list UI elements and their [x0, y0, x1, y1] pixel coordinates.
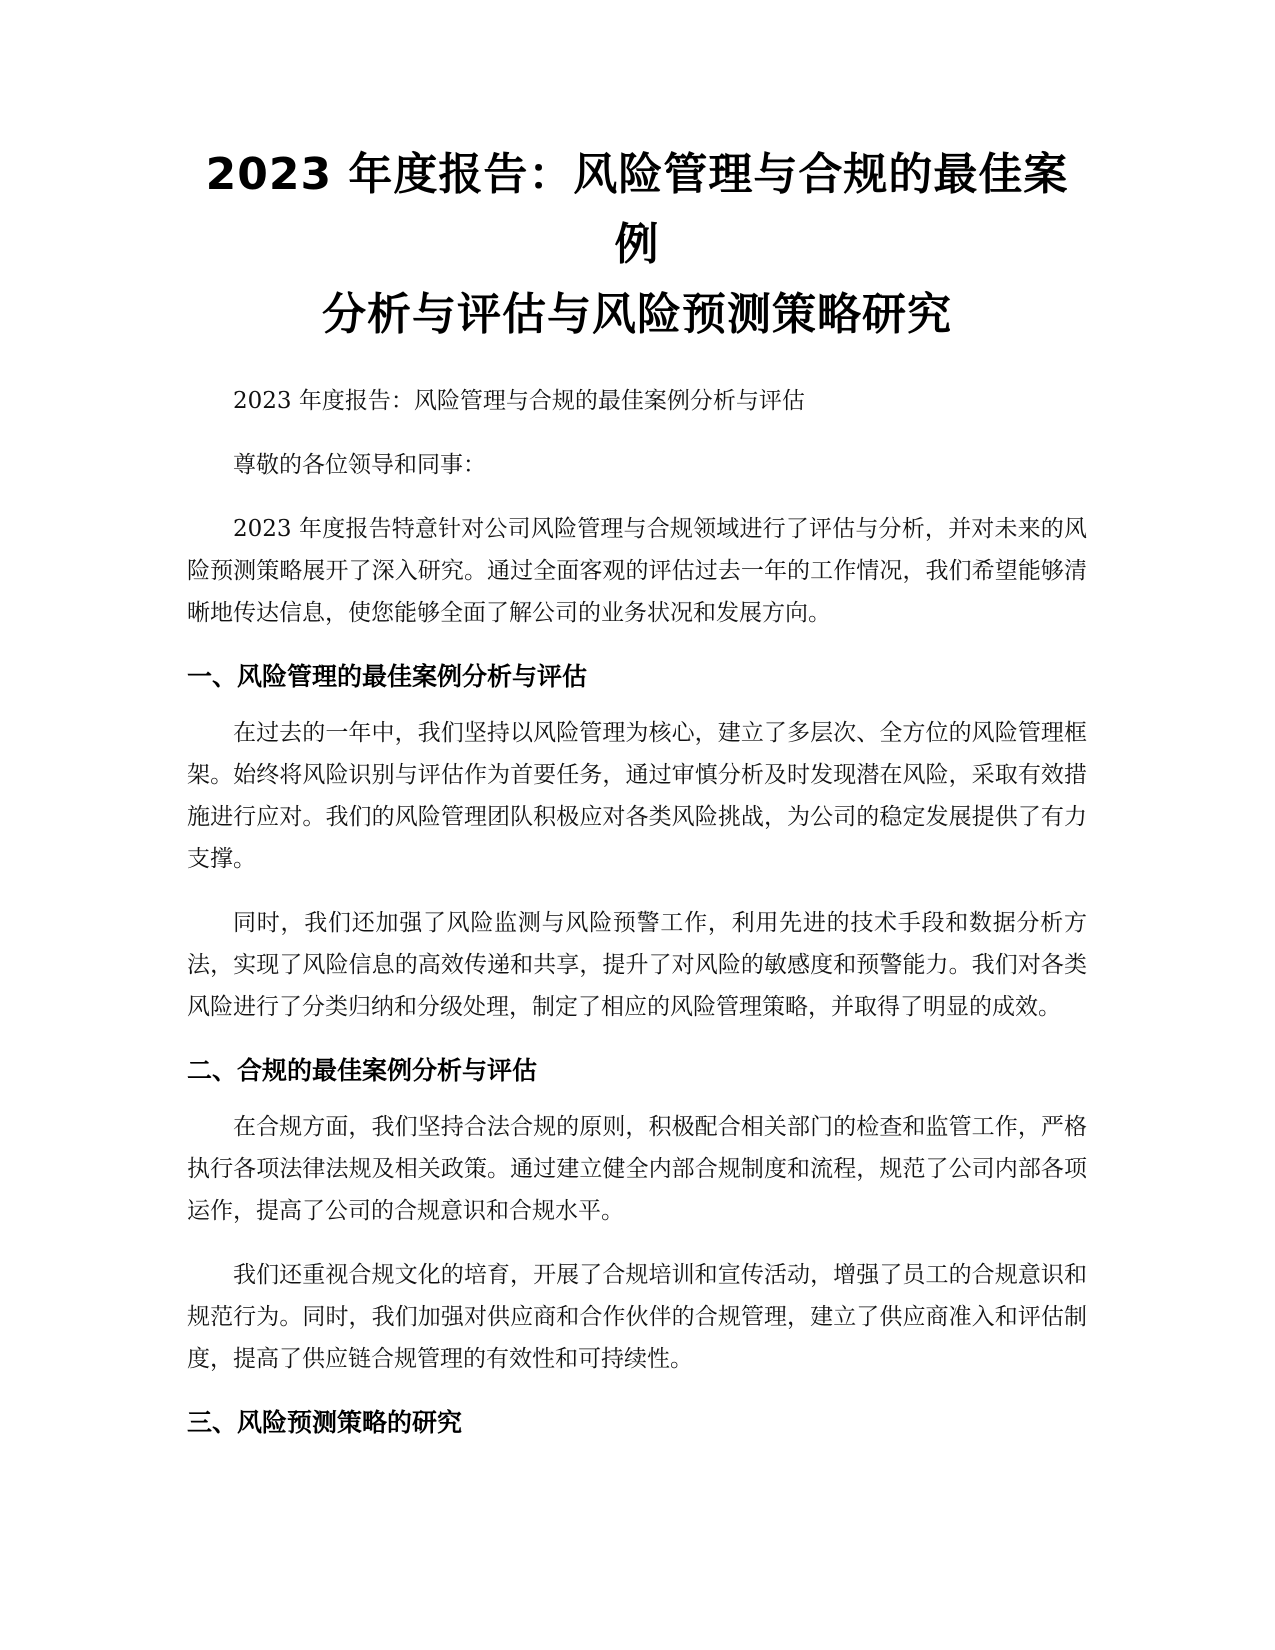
section-1-paragraph-1: 在过去的一年中，我们坚持以风险管理为核心，建立了多层次、全方位的风险管理框架。始终将风险识别与评估作为首要任务，通过审慎分析及时发现潜在风险，采取有效措施进行应对。我们的风险管理团队积极应对各类风险挑战，为公司的稳定发展提供了有力支撑。 — [187, 720, 1087, 872]
document-body — [187, 140, 1087, 1444]
subtitle-paragraph: 2023 年度报告：风险管理与合规的最佳案例分析与评估 — [233, 388, 805, 414]
section-2-paragraph-2: 我们还重视合规文化的培育，开展了合规培训和宣传活动，增强了员工的合规意识和规范行为。同时，我们加强对供应商和合作伙伴的合规管理，建立了供应商准入和评估制度，提高了供应链合规管理的有效性和可持续性。 — [187, 1262, 1087, 1372]
section-2-heading: 二、合规的最佳案例分析与评估 — [187, 1056, 538, 1085]
greeting-paragraph: 尊敬的各位领导和同事： — [233, 452, 486, 478]
section-1-paragraph-2: 同时，我们还加强了风险监测与风险预警工作，利用先进的技术手段和数据分析方法，实现了风险信息的高效传递和共享，提升了对风险的敏感度和预警能力。我们对各类风险进行了分类归纳和分级处理，制定了相应的风险管理策略，并取得了明显的成效。 — [187, 910, 1087, 1020]
section-1-heading: 一、风险管理的最佳案例分析与评估 — [187, 662, 588, 691]
document-title — [187, 140, 1087, 350]
section-2-paragraph-1: 在合规方面，我们坚持合法合规的原则，积极配合相关部门的检查和监管工作，严格执行各项法律法规及相关政策。通过建立健全内部合规制度和流程，规范了公司内部各项运作，提高了公司的合规意识和合规水平。 — [187, 1114, 1087, 1224]
title-line-2: 分析与评估与风险预测策略研究 — [322, 289, 952, 340]
section-3-heading: 三、风险预测策略的研究 — [187, 1408, 463, 1437]
intro-paragraph: 2023 年度报告特意针对公司风险管理与合规领域进行了评估与分析，并对未来的风险预测策略展开了深入研究。通过全面客观的评估过去一年的工作情况，我们希望能够清晰地传达信息，使您能够全面了解公司的业务状况和发展方向。 — [187, 516, 1087, 626]
title-line-1: 2023 年度报告：风险管理与合规的最佳案例 — [205, 149, 1069, 270]
